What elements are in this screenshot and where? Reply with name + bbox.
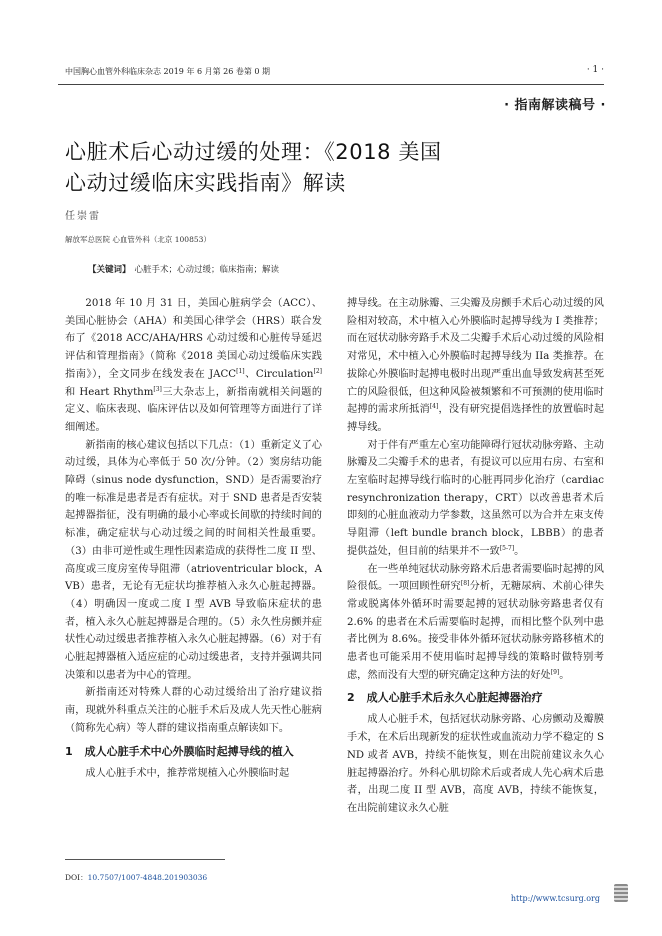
left-column (65, 295, 322, 782)
doi (65, 872, 207, 883)
author-affiliation: 解放军总医院 心血管外科（北京 100853） (65, 235, 211, 244)
keywords (88, 263, 279, 275)
title-line-2: 心动过缓临床实践指南》解读 (65, 171, 346, 195)
keywords-text: 心脏手术；心动过缓；临床指南；解读 (134, 265, 280, 275)
paragraph: 在一些单纯冠状动脉旁路术后患者需要临时起搏的风险很低。一项回顾性研究[8]分析，无糖尿病、术前心律失常或脱离体外循环时需要起搏的冠状动脉旁路患者仅有 2.6% 的患者在术后需要临时起搏，而相比整个队列中患者比例为 8.6%。接受非体外循环冠状动脉旁路移植术的患者也可能采用不使用临时起搏导线的策略时做特别考虑，然而没有大型的研究确定这种方法的好处[9]。 (347, 563, 605, 681)
citation-ref: [9] (550, 668, 560, 676)
citation-ref: [1] (236, 367, 245, 375)
citation-ref: [4] (429, 403, 439, 411)
header-divider (58, 84, 604, 85)
doi-link[interactable]: 10.7507/1007-4848.201903036 (87, 873, 208, 882)
paragraph: 成人心脏手术中，推荐常规植入心外膜临时起 (85, 767, 290, 779)
journal-logo-icon (614, 884, 628, 902)
right-column (347, 295, 604, 818)
citation-ref: [3] (153, 385, 162, 393)
citation-ref: [5-7] (499, 544, 515, 552)
paragraph: 成人心脏手术，包括冠状动脉旁路、心房颤动及瓣膜手术，在术后出现新发的症状性或血流动力学不稳定的 SND 或者 AVB，持续不能恢复，则在出院前建议永久心脏起搏器治疗。外科心肌切除术后或者成人先心病术后患者，出现二度 II 型 AVB，高度 AVB，持续不能恢复，在出院前建议永久心脏 (347, 714, 604, 814)
section-number: 2 (347, 691, 355, 705)
title-line-1: 心脏术后心动过缓的处理：《2018 美国 (65, 140, 442, 164)
paragraph: 对于伴有严重左心室功能障碍行冠状动脉旁路、主动脉瓣及二尖瓣手术的患者，有提议可以应用右房、右室和左室临时起搏导线行临时的心脏再同步化治疗（cardiac resynchronization therapy，CRT）以改善患者术后即刻的心脏血液动力学参数，这虽然可以为合并左束支传导阻滞（left bundle branch block，LBBB）的患者提供益处，但目前的结果并不一致[5-7]。 (347, 439, 604, 557)
paragraph: 新指南的核心建议包括以下几点：（1）重新定义了心动过缓，具体为心率低于 50 次/分钟。（2）窦房结功能障碍（sinus node dysfunction，SND）是否需要治疗的唯一标准是患者是否有症状。对于 SND 患者是否安装起搏器指征，没有明确的最小心率或长间歇的持续时间的标准，确定症状与心动过缓之间的时间相关性最重要。（3）由非可逆性或生理性因素造成的获得性二度 II 型、高度或三度房室传导阻滞（atrioventricular block，AVB）患者，无论有无症状均推荐植入永久心脏起搏器。（4）明确因一度或二度 I 型 AVB 导致临床症状的患者，植入永久心脏起搏器是合理的。（5）永久性房颤并症状性心动过缓患者推荐植入永久心脏起搏器。（6）对于有心脏起搏器植入适应症的心动过缓患者，支持并强调共同决策和以患者为中心的管理。 (65, 439, 322, 681)
section-heading-text: 成人心脏手术后永久心脏起搏器治疗 (366, 691, 543, 705)
page-number: · 1 · (586, 65, 604, 75)
section-number: 1 (65, 744, 73, 758)
paragraph: 搏导线。在主动脉瓣、三尖瓣及房颤手术后心动过缓的风险相对较高，术中植入心外膜临时起搏导线为 I 类推荐；而在冠状动脉旁路手术及二尖瓣手术后心动过缓的风险相对常见，术中植入心外膜临时起搏导线为 IIa 类推荐。在拔除心外膜临时起搏电极时出现严重出血导致发病甚至死亡的风险很低，但这种风险被频繁和不可预测的使用临时起搏的需求所抵消[4]，没有研究提倡选择性的放置临时起搏导线。 (347, 298, 605, 433)
citation-ref: [2] (313, 367, 322, 375)
paragraph: 2018 年 10 月 31 日，美国心脏病学会（ACC）、美国心脏协会（AHA）和美国心律学会（HRS）联合发布了《2018 ACC/AHA/HRS 心动过缓和心脏传导延迟评估和管理指南》（简称《2018 美国心动过缓临床实践指南》），全文同步在线发表在 JACC[1]、Circulation[2] 和 Heart Rhythm[3]三大杂志上，新指南就相关问题的定义、临床表现、临床评估以及如何管理等方面进行了详细阐述。 (65, 298, 323, 433)
keywords-label: 【关键词】 (88, 265, 131, 275)
journal-url[interactable]: http://www.tcsurg.org (510, 894, 600, 903)
doi-label: DOI： (65, 873, 88, 882)
citation-ref: [8] (460, 580, 470, 588)
section-heading-2 (347, 689, 604, 707)
section-heading-1 (65, 743, 322, 761)
journal-header: 中国胸心血管外科临床杂志 2019 年 6 月第 26 卷第 0 期 (65, 67, 271, 76)
footnote-divider (65, 859, 225, 860)
author-name: 任崇雷 (65, 211, 101, 222)
paragraph: 新指南还对特殊人群的心动过缓给出了治疗建议指南，现就外科重点关注的心脏手术后及成人先天性心脏病（简称先心病）等人群的建议指南重点解读如下。 (65, 687, 322, 734)
article-title (65, 137, 535, 199)
section-heading-text: 成人心脏手术中心外膜临时起搏导线的植入 (84, 744, 294, 758)
section-tag: · 指南解读稿号 · (504, 98, 606, 113)
